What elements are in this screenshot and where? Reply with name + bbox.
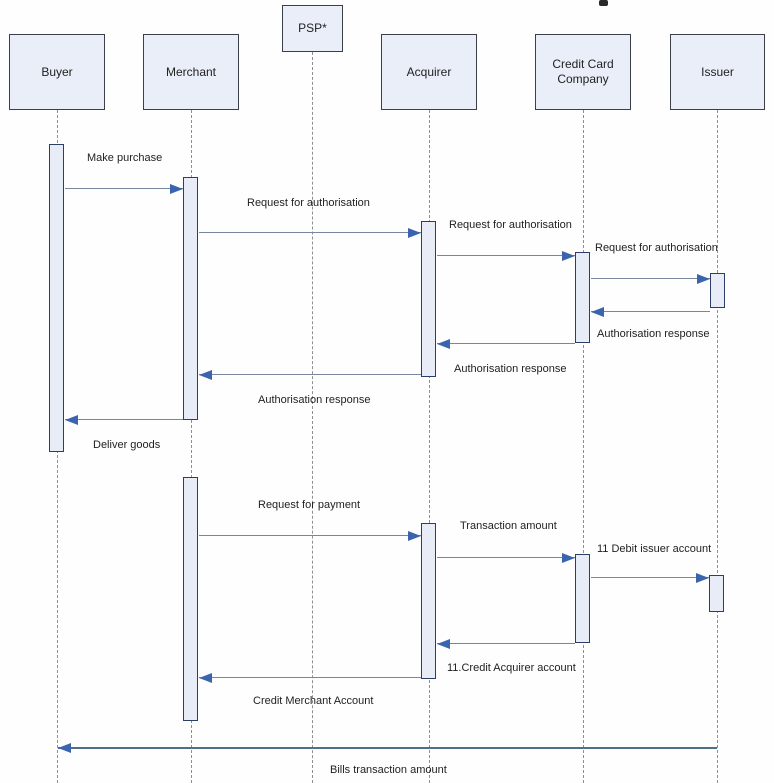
message-line-credit-acquirer-account	[437, 643, 575, 644]
arrowhead-credit-acquirer-account-icon	[437, 639, 450, 649]
arrowhead-make-purchase-icon	[170, 184, 183, 194]
message-label-authorisation-response-1: Authorisation response	[597, 328, 710, 340]
arrowhead-transaction-amount-icon	[562, 553, 575, 563]
arrowhead-request-authorisation-1-icon	[408, 228, 421, 238]
actor-label-credit-card-company: Credit Card Company	[552, 57, 614, 86]
activation-merchant-5	[183, 477, 198, 721]
actor-box-buyer	[9, 34, 105, 110]
activation-issuer-4	[710, 273, 725, 308]
arrowhead-request-authorisation-2-icon	[562, 251, 575, 261]
actor-label-buyer: Buyer	[41, 64, 73, 79]
activation-issuer-8	[709, 575, 724, 612]
actor-label-acquirer: Acquirer	[406, 64, 452, 79]
actor-box-acquirer	[381, 34, 477, 110]
message-line-debit-issuer-account	[591, 577, 709, 578]
message-line-request-for-payment	[199, 535, 421, 536]
activation-credit-card-company-3	[575, 252, 590, 343]
message-label-request-for-payment: Request for payment	[258, 499, 361, 511]
arrowhead-authorisation-response-1-icon	[591, 307, 604, 317]
message-label-request-authorisation-2: Request for authorisation	[449, 219, 572, 231]
message-label-bills-transaction-amount: Bills transaction amount	[330, 764, 447, 776]
cropped-text-artifact	[599, 0, 608, 6]
message-line-bills-transaction-amount	[58, 747, 717, 749]
message-line-deliver-goods	[65, 419, 183, 420]
message-label-request-authorisation-3: Request for authorisation	[595, 242, 718, 254]
actor-box-merchant	[143, 34, 239, 110]
arrowhead-request-for-payment-icon	[408, 531, 421, 541]
message-line-authorisation-response-3	[199, 374, 421, 375]
message-line-request-authorisation-2	[437, 255, 575, 256]
message-label-credit-acquirer-account: 11.Credit Acquirer account	[447, 662, 576, 674]
actor-box-issuer	[670, 34, 765, 110]
message-label-authorisation-response-2: Authorisation response	[454, 363, 567, 375]
message-line-authorisation-response-2	[437, 343, 575, 344]
actor-label-issuer: Issuer	[701, 64, 734, 79]
arrowhead-request-authorisation-3-icon	[697, 274, 710, 284]
activation-acquirer-6	[421, 523, 436, 679]
activation-merchant-1	[183, 177, 198, 420]
message-line-request-authorisation-3	[591, 278, 710, 279]
lifeline-issuer	[717, 110, 718, 783]
arrowhead-bills-transaction-amount-icon	[58, 743, 71, 753]
actor-box-credit-card-company	[535, 34, 631, 110]
lifeline-acquirer	[429, 110, 430, 783]
message-label-authorisation-response-3: Authorisation response	[258, 394, 371, 406]
lifeline-psp	[312, 52, 313, 783]
message-line-transaction-amount	[437, 557, 575, 558]
activation-buyer-0	[49, 144, 64, 452]
message-label-request-authorisation-1: Request for authorisation	[247, 197, 370, 209]
actor-box-psp	[282, 5, 343, 52]
message-label-credit-merchant-account: Credit Merchant Account	[253, 695, 374, 707]
message-line-request-authorisation-1	[199, 232, 421, 233]
activation-credit-card-company-7	[575, 554, 590, 643]
actor-label-psp: PSP*	[298, 21, 327, 35]
message-line-make-purchase	[65, 188, 183, 189]
message-label-make-purchase: Make purchase	[87, 152, 163, 164]
lifeline-credit-card-company	[583, 110, 584, 783]
message-label-deliver-goods: Deliver goods	[93, 439, 161, 451]
arrowhead-debit-issuer-account-icon	[696, 573, 709, 583]
arrowhead-authorisation-response-3-icon	[199, 370, 212, 380]
arrowhead-deliver-goods-icon	[65, 415, 78, 425]
message-label-debit-issuer-account: 11 Debit issuer account	[597, 543, 712, 555]
arrowhead-authorisation-response-2-icon	[437, 339, 450, 349]
actor-label-merchant: Merchant	[165, 64, 217, 79]
activation-acquirer-2	[421, 221, 436, 377]
message-line-authorisation-response-1	[591, 311, 710, 312]
message-line-credit-merchant-account	[199, 677, 421, 678]
arrowhead-credit-merchant-account-icon	[199, 673, 212, 683]
message-label-transaction-amount: Transaction amount	[460, 520, 557, 532]
